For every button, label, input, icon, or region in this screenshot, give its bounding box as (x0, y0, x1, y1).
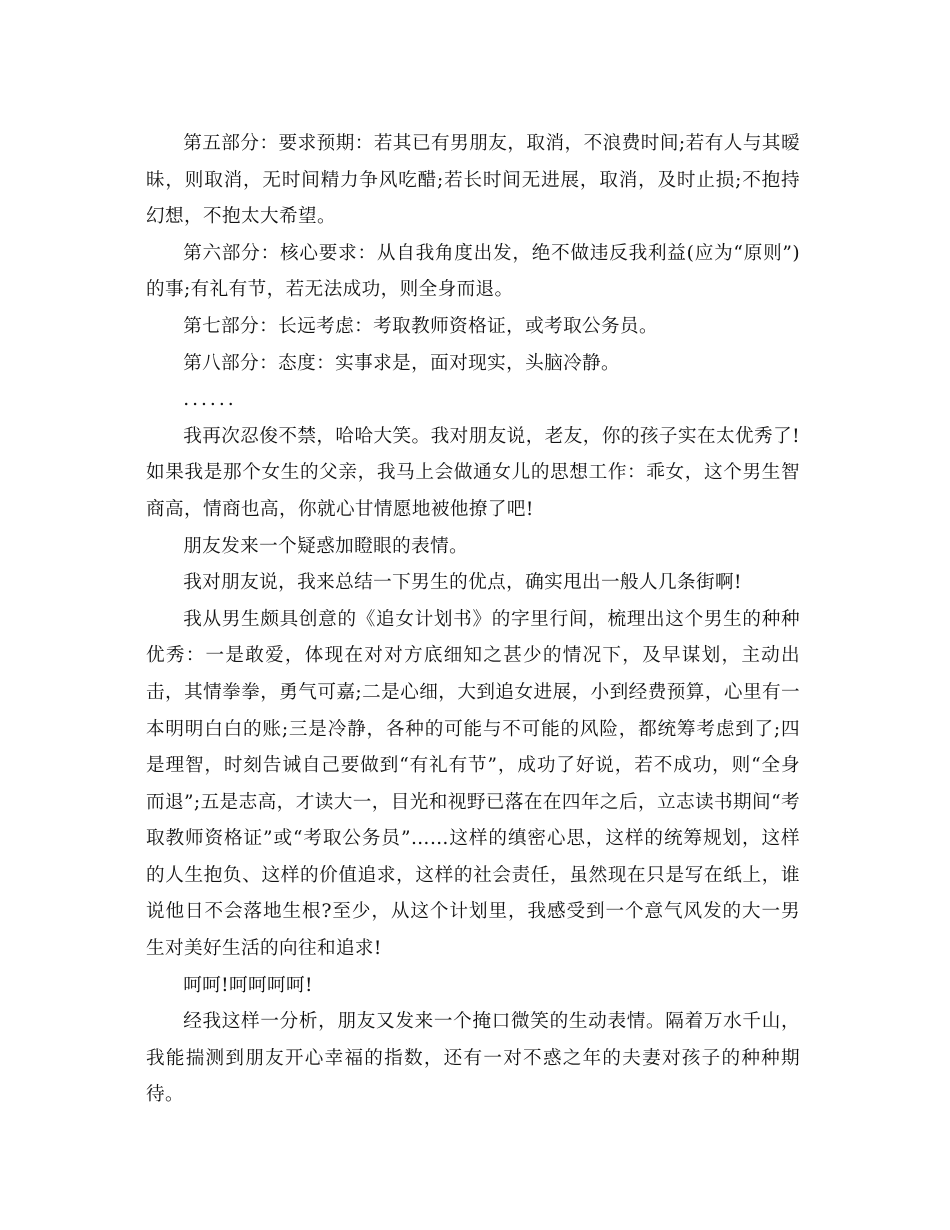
document-body (146, 126, 800, 1114)
paragraph-ellipsis: ...... (183, 389, 237, 411)
paragraph-part-eight: 第八部分：态度：实事求是，面对现实，头脑冷静。 (183, 352, 621, 374)
paragraph-strengths: 我从男生颇具创意的《追女计划书》的字里行间，梳理出这个男生的种种优秀：一是敢爱，体现在对对方底细知之甚少的情况下，及早谋划，主动出击，其情拳拳，勇气可嘉;二是心细，大到追女进展，小到经费预算，心里有一本明明白白的账;三是冷静，各种的可能与不可能的风险，都统筹考虑到了;四是理智，时刻告诫自己要做到“有礼有节”，成功了好说，若不成功，则“全身而退”;五是志高，才读大一，目光和视野已落在在四年之后，立志读书期间“考取教师资格证”或“考取公务员”……这样的缜密心思，这样的统筹规划，这样的人生抱负、这样的价值追求，这样的社会责任，虽然现在只是写在纸上，谁说他日不会落地生根?至少，从这个计划里，我感受到一个意气风发的大一男生对美好生活的向往和追求! (146, 608, 800, 960)
paragraph-part-six: 第六部分：核心要求：从自我角度出发，绝不做违反我利益(应为“原则”)的事;有礼有节，若无法成功，则全身而退。 (146, 242, 800, 301)
paragraph-part-five: 第五部分：要求预期：若其已有男朋友，取消，不浪费时间;若有人与其暧昧，则取消，无时间精力争风吃醋;若长时间无进展，取消，及时止损;不抱持幻想，不抱太大希望。 (146, 133, 800, 228)
paragraph-friend-emoji: 朋友发来一个疑惑加瞪眼的表情。 (183, 535, 469, 557)
paragraph-conclusion: 经我这样一分析，朋友又发来一个掩口微笑的生动表情。隔着万水千山，我能揣测到朋友开心幸福的指数，还有一对不惑之年的夫妻对孩子的种种期待。 (146, 1011, 800, 1106)
paragraph-laugh: 我再次忍俊不禁，哈哈大笑。我对朋友说，老友，你的孩子实在太优秀了!如果我是那个女生的父亲，我马上会做通女儿的思想工作：乖女，这个男生智商高，情商也高，你就心甘情愿地被他撩了吧! (146, 425, 800, 520)
paragraph-part-seven: 第七部分：长远考虑：考取教师资格证，或考取公务员。 (183, 315, 659, 337)
paragraph-summary-intro: 我对朋友说，我来总结一下男生的优点，确实甩出一般人几条街啊! (183, 572, 742, 594)
paragraph-hehe: 呵呵!呵呵呵呵! (183, 974, 313, 996)
